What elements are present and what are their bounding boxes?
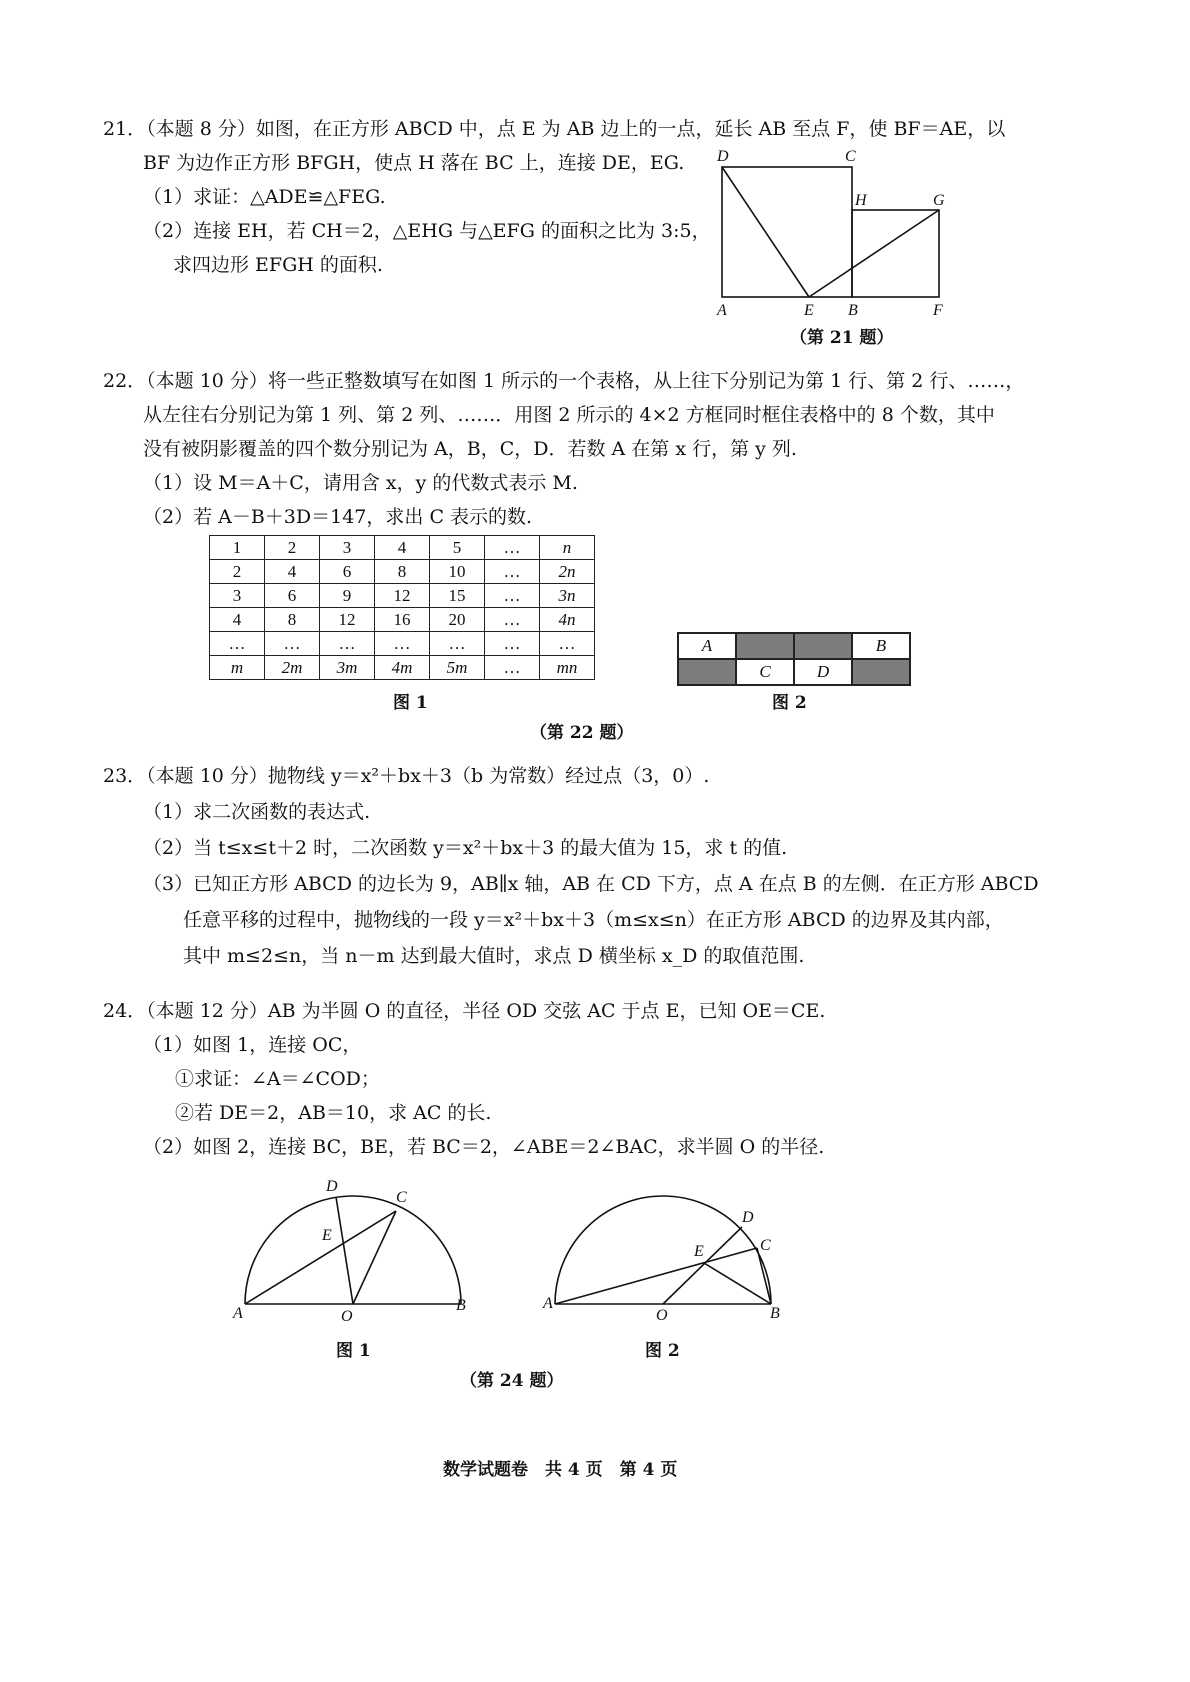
table-cell: 12 bbox=[320, 608, 375, 632]
label-a: A bbox=[233, 1305, 243, 1322]
label-b: B bbox=[456, 1297, 466, 1314]
table-cell: 20 bbox=[430, 608, 485, 632]
label-c: C bbox=[760, 1237, 771, 1254]
q22-line-2: 从左往右分别记为第 1 列、第 2 列、……．用图 2 所示的 4×2 方框同时框住表格中的 8 个数，其中 bbox=[143, 404, 995, 426]
table-row bbox=[210, 560, 595, 584]
q23-part-3: （3）已知正方形 ABCD 的边长为 9，AB∥x 轴，AB 在 CD 下方，点 A 在点 B 的左侧．在正方形 ABCD bbox=[143, 873, 1039, 895]
table-cell: 4m bbox=[375, 656, 430, 680]
label-b: B bbox=[770, 1305, 780, 1322]
table-cell: 2m bbox=[265, 656, 320, 680]
strip-cell-a: A bbox=[678, 633, 736, 659]
q21-line-2: BF 为边作正方形 BFGH，使点 H 落在 BC 上，连接 DE，EG. bbox=[143, 152, 685, 174]
q24-part-1: （1）如图 1，连接 OC， bbox=[143, 1034, 362, 1056]
table-cell: 4 bbox=[375, 536, 430, 560]
q21-part-1: （1）求证：△ADE≌△FEG. bbox=[143, 186, 386, 208]
segment-de bbox=[722, 167, 809, 297]
table-cell: 10 bbox=[430, 560, 485, 584]
label-d: D bbox=[326, 1178, 338, 1195]
q21-figure bbox=[705, 145, 965, 325]
table-cell: 5 bbox=[430, 536, 485, 560]
table-cell: … bbox=[485, 584, 540, 608]
table-cell: 6 bbox=[320, 560, 375, 584]
label-o: O bbox=[341, 1308, 353, 1325]
q24-fig2-caption: 图 2 bbox=[645, 1341, 680, 1361]
q21-part-2-cont: 求四边形 EFGH 的面积. bbox=[173, 254, 383, 276]
table-row bbox=[210, 632, 595, 656]
table-cell: 3 bbox=[210, 584, 265, 608]
q22-fig2-caption: 图 2 bbox=[772, 693, 807, 713]
table-cell: 3m bbox=[320, 656, 375, 680]
table-cell: … bbox=[265, 632, 320, 656]
table-cell: 4 bbox=[265, 560, 320, 584]
table-cell: … bbox=[485, 632, 540, 656]
q24-part-1-ii: ②若 DE＝2，AB＝10，求 AC 的长. bbox=[175, 1102, 492, 1124]
table-cell: 3n bbox=[540, 584, 595, 608]
q23-line-1: 23．（本题 10 分）抛物线 y＝x²＋bx＋3（b 为常数）经过点（3，0）. bbox=[103, 765, 710, 787]
table-cell: … bbox=[210, 632, 265, 656]
table-cell: … bbox=[485, 608, 540, 632]
q22-window-strip bbox=[677, 632, 911, 686]
q21-part-2: （2）连接 EH，若 CH＝2，△EHG 与△EFG 的面积之比为 3:5， bbox=[143, 220, 711, 242]
table-row bbox=[210, 536, 595, 560]
semicircle-arc bbox=[555, 1196, 771, 1304]
table-cell: 2 bbox=[265, 536, 320, 560]
strip-cell-b: B bbox=[852, 633, 910, 659]
q24-part-2: （2）如图 2，连接 BC，BE，若 BC＝2，∠ABE＝2∠BAC，求半圆 O 的半径. bbox=[143, 1136, 825, 1158]
label-c: C bbox=[396, 1189, 407, 1206]
table-cell: 12 bbox=[375, 584, 430, 608]
q23-part-3-cont-1: 任意平移的过程中，抛物线的一段 y＝x²＋bx＋3（m≤x≤n）在正方形 ABCD 的边界及其内部， bbox=[183, 909, 1004, 931]
square-abcd bbox=[722, 167, 852, 297]
table-row bbox=[678, 633, 910, 659]
q22-part-1: （1）设 M＝A＋C，请用含 x，y 的代数式表示 M. bbox=[143, 472, 578, 494]
table-cell: 9 bbox=[320, 584, 375, 608]
strip-cell-c: C bbox=[736, 659, 794, 685]
q22-number-table bbox=[209, 535, 595, 680]
q24-figure-1 bbox=[228, 1178, 478, 1328]
label-e: E bbox=[804, 302, 814, 319]
label-h: H bbox=[855, 192, 867, 209]
radius-od bbox=[663, 1227, 742, 1304]
table-row bbox=[678, 659, 910, 685]
table-cell: … bbox=[485, 536, 540, 560]
strip-cell-shaded bbox=[794, 633, 852, 659]
q22-line-1: 22．（本题 10 分）将一些正整数填写在如图 1 所示的一个表格，从上往下分别记为第 1 行、第 2 行、……， bbox=[103, 370, 1025, 392]
table-cell: m bbox=[210, 656, 265, 680]
segment-eg bbox=[809, 210, 939, 297]
table-cell: 3 bbox=[320, 536, 375, 560]
label-o: O bbox=[656, 1307, 668, 1324]
q21-caption: （第 21 题） bbox=[790, 328, 894, 348]
table-cell: 1 bbox=[210, 536, 265, 560]
strip-cell-shaded bbox=[678, 659, 736, 685]
page-footer: 数学试题卷 共 4 页 第 4 页 bbox=[443, 1460, 678, 1480]
q23-part-3-cont-2: 其中 m≤2≤n，当 n－m 达到最大值时，求点 D 横坐标 x_D 的取值范围. bbox=[183, 945, 805, 967]
table-row bbox=[210, 608, 595, 632]
q23-part-1: （1）求二次函数的表达式. bbox=[143, 801, 371, 823]
q22-caption: （第 22 题） bbox=[530, 723, 634, 743]
label-c: C bbox=[845, 148, 856, 165]
q24-caption: （第 24 题） bbox=[460, 1371, 564, 1391]
square-bfgh bbox=[852, 210, 939, 297]
table-cell: 2n bbox=[540, 560, 595, 584]
semicircle-arc bbox=[245, 1196, 461, 1304]
table-cell: … bbox=[430, 632, 485, 656]
table-cell: 5m bbox=[430, 656, 485, 680]
label-d: D bbox=[742, 1209, 754, 1226]
chord-ac bbox=[245, 1211, 396, 1304]
q24-line-1: 24．（本题 12 分）AB 为半圆 O 的直径，半径 OD 交弦 AC 于点 E，已知 OE＝CE. bbox=[103, 1000, 826, 1022]
q24-figure-2 bbox=[538, 1178, 788, 1328]
segment-be bbox=[704, 1263, 771, 1304]
table-cell: 4 bbox=[210, 608, 265, 632]
table-cell: 4n bbox=[540, 608, 595, 632]
label-e: E bbox=[322, 1227, 332, 1244]
label-e: E bbox=[694, 1243, 704, 1260]
strip-cell-shaded bbox=[852, 659, 910, 685]
strip-cell-shaded bbox=[736, 633, 794, 659]
q23-part-2: （2）当 t≤x≤t＋2 时，二次函数 y＝x²＋bx＋3 的最大值为 15，求 t 的值. bbox=[143, 837, 788, 859]
q22-part-2: （2）若 A－B＋3D＝147，求出 C 表示的数. bbox=[143, 506, 533, 528]
label-a: A bbox=[717, 302, 727, 319]
q22-line-3: 没有被阴影覆盖的四个数分别记为 A，B，C，D．若数 A 在第 x 行，第 y 列. bbox=[143, 438, 797, 460]
table-cell: 6 bbox=[265, 584, 320, 608]
radius-od bbox=[336, 1197, 353, 1304]
label-b: B bbox=[848, 302, 858, 319]
label-a: A bbox=[543, 1295, 553, 1312]
table-row bbox=[210, 584, 595, 608]
label-d: D bbox=[717, 148, 729, 165]
q24-part-1-i: ①求证：∠A＝∠COD； bbox=[175, 1068, 380, 1090]
label-g: G bbox=[933, 192, 945, 209]
table-cell: n bbox=[540, 536, 595, 560]
q22-fig1-caption: 图 1 bbox=[393, 693, 428, 713]
table-row bbox=[210, 656, 595, 680]
q24-fig1-caption: 图 1 bbox=[336, 1341, 371, 1361]
table-cell: … bbox=[485, 560, 540, 584]
table-cell: 8 bbox=[265, 608, 320, 632]
table-cell: 8 bbox=[375, 560, 430, 584]
table-cell: … bbox=[375, 632, 430, 656]
label-f: F bbox=[933, 302, 943, 319]
strip-cell-d: D bbox=[794, 659, 852, 685]
table-cell: … bbox=[485, 656, 540, 680]
table-cell: 15 bbox=[430, 584, 485, 608]
table-cell: … bbox=[320, 632, 375, 656]
table-cell: … bbox=[540, 632, 595, 656]
table-cell: 2 bbox=[210, 560, 265, 584]
table-cell: mn bbox=[540, 656, 595, 680]
table-cell: 16 bbox=[375, 608, 430, 632]
segment-bc bbox=[757, 1248, 771, 1304]
q21-line-1: 21．（本题 8 分）如图，在正方形 ABCD 中，点 E 为 AB 边上的一点，延长 AB 至点 F，使 BF＝AE，以 bbox=[103, 118, 1006, 140]
